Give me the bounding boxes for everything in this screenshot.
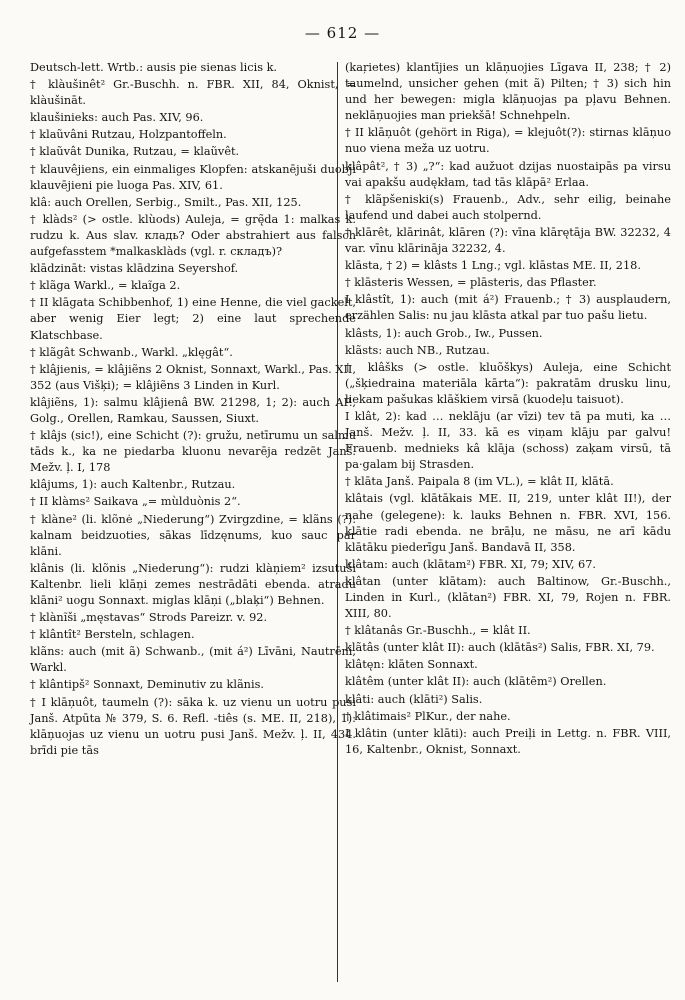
page-number: — 612 —	[304, 24, 381, 42]
left-column	[30, 60, 356, 760]
dictionary-entry: † klãpšeniski(s) Frauenb., Adv., sehr eilig, beinahe laufend und dabei auch stolpernd.	[345, 192, 671, 222]
dictionary-entry: † klâjs (sic!), eine Schicht (?): gružu, netīrumu un salmu tāds k., ka ne piedarba kluonu nevarēja redzēt Janš. Mežv. ļ. I, 178	[30, 429, 356, 475]
dictionary-entry: † klântît² Bersteln, schlagen.	[30, 628, 195, 642]
dictionary-entry: I klâstît, 1): auch (mit á²) Frauenb.; † 3) ausplaudern, erzählen Salis: nu jau klāsta atkal par tuo pašu lietu.	[345, 293, 671, 323]
dictionary-entry: klādzināt: vistas klādzina Seyershof.	[30, 262, 239, 276]
dictionary-entry: klāsta, † 2) = klâsts 1 Lng.; vgl. klāstas ME. II, 218.	[345, 259, 641, 273]
dictionary-entry: † klànĩši „męstavas“ Strods Pareizr. v. 92.	[30, 611, 268, 625]
dictionary-entry: † klàušinêt² Gr.-Buschh. n. FBR. XII, 84, Oknist, = klàušināt.	[30, 78, 356, 108]
dictionary-entry: klâjiẽns, 1): salmu klâjienâ BW. 21298, 1; 2): auch AP., Golg., Orellen, Ramkau, Saussen, Siuxt.	[30, 395, 356, 425]
dictionary-entry: klãsts: auch NB., Rutzau.	[345, 343, 490, 357]
dictionary-entry: klâsts, 1): auch Grob., Iw., Pussen.	[345, 326, 543, 340]
dictionary-entry: † II klàms² Saikava „= mùlduònis 2“.	[30, 495, 241, 509]
dictionary-entry: † II klāņuôt (gehört in Riga), = klejuôt(?): stirnas klāņuo nuo viena meža uz uotru.	[345, 126, 671, 156]
dictionary-entry: † klàne² (li. klõnė „Niederung“) Zvirgzdine, = klãns (?): kalnam beidzuoties, sākas līdzęnums, kuo sauc par klāni.	[30, 512, 356, 558]
dictionary-entry: klâti: auch (klāti²) Salis.	[345, 692, 483, 706]
dictionary-entry: † klãgât Schwanb., Warkl. „klęgât“.	[30, 345, 233, 359]
dictionary-entry: † klâtanâs Gr.-Buschh., = klât II.	[345, 624, 531, 638]
dictionary-entry: klâtan (unter klātam): auch Baltinow, Gr.-Buschh., Linden in Kurl., (klātan²) FBR. XI, 79, Rojen n. FBR. XIII, 80.	[345, 574, 671, 621]
dictionary-entry: † klâjienis, = klâjiẽns 2 Oknist, Sonnaxt, Warkl., Pas. XII, 352 (aus Višķi); = klâjiẽns 3 Linden in Kurl.	[30, 362, 356, 392]
dictionary-entry: † klaũvâni Rutzau, Holzpantoffeln.	[30, 128, 227, 142]
dictionary-entry: Deutsch-lett. Wrtb.: ausis pie sienas licis k.	[30, 61, 278, 74]
dictionary-entry: † I klāņuôt, taumeln (?): sāka k. uz vienu un uotru pusi Janš. Atpūta № 379, S. 6. Refl. -tiês (s. ME. II, 218), 1): klāņuojas uz vienu un uotru pusi Janš. Mežv. ļ. II, 434. brīdi pie tās	[30, 695, 356, 757]
dictionary-entry: † klāta Janš. Paipala 8 (im VL.), = klât II, klātā.	[345, 475, 614, 489]
dictionary-entry: klânis (li. klõnis „Niederung“): rudzi klàņiem² izsutuši Kaltenbr. lieli klāņi zemes nestrādāti ebenda. atradu klāni² uogu Sonnaxt. miglas klāņi („blaķi“) Behnen.	[30, 561, 356, 607]
dictionary-entry: I klât, 2): kad … neklāju (ar vīzi) tev tā pa muti, ka … Janš. Mežv. ļ. II, 33. kā es viņam klāju par galvu! Frauenb. mednieks kâ klāja (schoss) zaķam virsū, tā pa·galam bij Strasden.	[345, 409, 671, 472]
dictionary-entry: klâtęn: klāten Sonnaxt.	[345, 658, 478, 672]
dictionary-entry: (kaŗietes) klantījies un klāņuojies Līgava II, 238; † 2) taumelnd, unsicher gehen (mit ã) Pilten; † 3) sich hin und her bewegen: migla klāņuojas pa pļavu Behnen. neklāņuojies man priekšā! Schnehpeln.	[345, 61, 671, 123]
right-column	[345, 60, 671, 759]
dictionary-entry: klâjums, 1): auch Kaltenbr., Rutzau.	[30, 478, 236, 492]
dictionary-entry: † klâtimais² PlKur., der nahe.	[345, 709, 511, 723]
dictionary-entry: I klâtin (unter klāti): auch Preiļi in Lettg. n. FBR. VIII, 16, Kaltenbr., Oknist, Sonnaxt.	[345, 726, 671, 756]
dictionary-entry: † klārêt, klārinât, klāren (?): vīna klārętāja BW. 32232, 4 var. vīnu klārināja 32232, 4.	[345, 225, 671, 256]
dictionary-entry: † klāsteris Wessen, = plāsteris, das Pflaster.	[345, 276, 597, 290]
dictionary-entry: † klàds² (> ostle. klùods) Auleja, = grę̃da 1: malkas k. rudzu k. Aus slav. кладь? Oder abstrahiert aus falsch aufgefasstem *malkasklàds (vgl. r. складъ)?	[30, 212, 356, 259]
dictionary-entry: klâ: auch Orellen, Serbig., Smilt., Pas. XII, 125.	[30, 195, 302, 209]
dictionary-entry: klãns: auch (mit ã) Schwanb., (mit á²) Līvāni, Nautrēni, Warkl.	[30, 645, 356, 675]
dictionary-entry: klaušinieks: auch Pas. XIV, 96.	[30, 111, 204, 125]
dictionary-entry: klâtais (vgl. klātākais ME. II, 219, unter klât II!), der nahe (gelegene): k. lauks Behnen n. FBR. XVI, 156. klātie radi ebenda. ne brāļu, ne māsu, ne arī kādu klātāku piederīgu Janš. Bandavā II, 358.	[345, 492, 671, 554]
dictionary-entry: † II klāgata Schibbenhof, 1) eine Henne, die viel gackelt, aber wenig Eier legt; 2) eine laut sprechende Klatschbase.	[30, 296, 356, 342]
dictionary-entry: klâtam: auch (klātam²) FBR. XI, 79; XIV, 67.	[345, 557, 597, 571]
dictionary-entry: klãtâs (unter klât II): auch (klātās²) Salis, FBR. XI, 79.	[345, 641, 655, 655]
dictionary-entry: † klântipš² Sonnaxt, Deminutiv zu klãnis.	[30, 678, 264, 692]
dictionary-entry: † klãga Warkl., = klaĩga 2.	[30, 279, 181, 293]
dictionary-entry: klâpât², † 3) „?“: kad aužuot dzijas nuostaipās pa virsu vai apakšu audękłam, tad tās klāpā² Erlaa.	[345, 159, 671, 189]
dictionary-entry: † klaũvât Dunika, Rutzau, = klaũvêt.	[30, 145, 240, 159]
dictionary-entry: † klauvêjiens, ein einmaliges Klopfen: atskanējuši duobji klauvējieni pie luoga Pas. XIV, 61.	[30, 162, 356, 192]
dictionary-entry: klâtêm (unter klât II): auch (klātēm²) Orellen.	[345, 675, 607, 689]
dictionary-entry: † klâšks (> ostle. kluõškys) Auleja, eine Schicht („šķiedraina materiāla kārta“): pakratām drusku linu, liekam pašukas klāškiem virsā (kuodeļu taisuot).	[345, 360, 671, 406]
